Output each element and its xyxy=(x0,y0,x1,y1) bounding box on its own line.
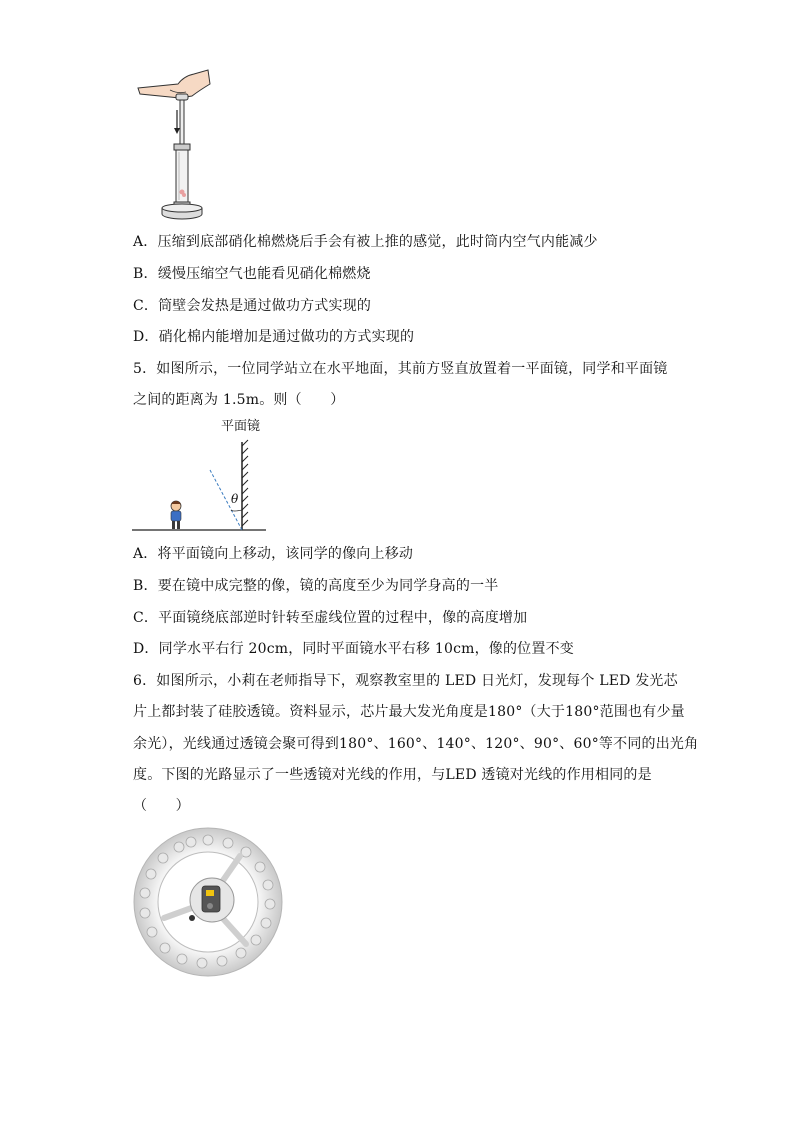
q6-stem-line-5: （ ） xyxy=(133,798,190,814)
q6-stem-line-1: 6．如图所示，小莉在老师指导下，观察教室里的 LED 日光灯，发现每个 LED 发光芯 xyxy=(133,673,678,689)
q6-stem-line-2: 片上都封装了硅胶透镜。资料显示，芯片最大发光角度是180°（大于180°范围也有少量 xyxy=(133,704,685,720)
fire-piston-figure xyxy=(130,66,220,222)
led-ring-figure xyxy=(130,826,286,978)
q4-option-a: A．压缩到底部硝化棉燃烧后手会有被上推的感觉，此时筒内空气内能减少 xyxy=(133,234,598,250)
q6-stem-line-4: 度。下图的光路显示了一些透镜对光线的作用，与LED 透镜对光线的作用相同的是 xyxy=(133,767,652,783)
q5-option-a: A．将平面镜向上移动，该同学的像向上移动 xyxy=(133,546,414,562)
led-ring-illustration xyxy=(130,826,286,978)
fire-piston-illustration xyxy=(130,66,220,222)
q6-stem-line-3: 余光），光线通过透镜会聚可得到180°、160°、140°、120°、90°、60°等不同的出光角 xyxy=(133,736,699,752)
mirror-label: 平面镜 xyxy=(221,419,261,434)
q5-option-d: D．同学水平右行 20cm，同时平面镜水平右移 10cm，像的位置不变 xyxy=(133,641,574,657)
student-figure xyxy=(171,501,181,529)
q5-option-b: B．要在镜中成完整的像，镜的高度至少为同学身高的一半 xyxy=(133,578,499,594)
q4-option-c: C．筒壁会发热是通过做功方式实现的 xyxy=(133,298,372,314)
q4-option-b: B．缓慢压缩空气也能看见硝化棉燃烧 xyxy=(133,266,371,282)
q5-stem-line-1: 5．如图所示，一位同学站立在水平地面，其前方竖直放置着一平面镜，同学和平面镜 xyxy=(133,361,668,377)
mirror-diagram xyxy=(130,436,270,536)
q5-stem-line-2: 之间的距离为 1.5m。则（ ） xyxy=(133,392,345,408)
angle-label: θ xyxy=(231,492,239,506)
mirror-figure xyxy=(130,436,270,536)
q5-option-c: C．平面镜绕底部逆时针转至虚线位置的过程中，像的高度增加 xyxy=(133,610,528,626)
q4-option-d: D．硝化棉内能增加是通过做功的方式实现的 xyxy=(133,329,415,345)
